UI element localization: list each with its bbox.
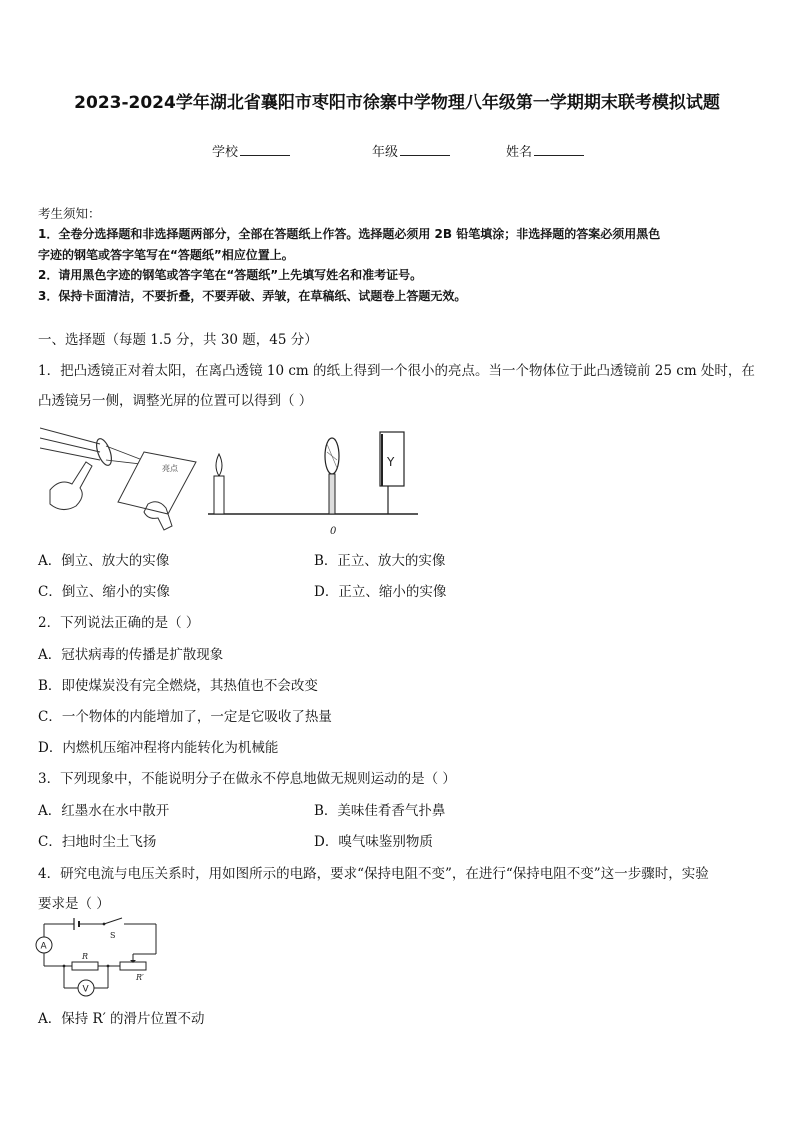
option-c[interactable]: C．一个物体的内能增加了，一定是它吸收了热量 (38, 709, 332, 725)
question-4-stem: 要求是（ ） (38, 896, 110, 912)
notice-heading: 考生须知： (38, 206, 101, 221)
option-b[interactable]: B．正立、放大的实像 (314, 553, 446, 569)
switch-label: S (110, 931, 116, 940)
school-field[interactable] (212, 141, 290, 160)
resistor-label: R (82, 952, 89, 961)
lens-sunlight-figure (40, 422, 200, 534)
option-a[interactable]: A．红墨水在水中散开 (38, 803, 170, 819)
voltmeter-label: V (82, 984, 89, 995)
question-3-stem: 3．下列现象中，不能说明分子在做永不停息地做无规则运动的是（ ） (38, 771, 456, 787)
option-b[interactable]: B．即使煤炭没有完全燃烧，其热值也不会改变 (38, 678, 318, 694)
optical-bench-figure (206, 428, 420, 538)
name-field[interactable] (506, 141, 584, 160)
grade-label: 年级 (372, 145, 399, 160)
svg-text:Y: Y (387, 455, 395, 469)
option-d[interactable]: D．内燃机压缩冲程将内能转化为机械能 (38, 740, 279, 756)
option-a[interactable]: A．冠状病毒的传播是扩散现象 (38, 647, 224, 663)
option-c[interactable]: C．扫地时尘土飞扬 (38, 834, 157, 850)
notice-item: 2．请用黑色字迹的钢笔或答字笔在“答题纸”上先填写姓名和准考证号。 (38, 268, 423, 282)
option-d[interactable]: D．正立、缩小的实像 (314, 584, 447, 600)
origin-label: 0 (330, 526, 337, 537)
question-2-stem: 2．下列说法正确的是（ ） (38, 615, 200, 631)
notice-item: 3．保持卡面清洁，不要折叠，不要弄破、弄皱，在草稿纸、试题卷上答题无效。 (38, 289, 467, 303)
notice-item: 字迹的钢笔或答字笔写在“答题纸”相应位置上。 (38, 248, 294, 262)
question-1-stem: 1．把凸透镜正对着太阳，在离凸透镜 10 cm 的纸上得到一个很小的亮点。当一个物体位于此凸透镜前 25 cm 处时，在 (38, 363, 755, 379)
rheostat-label: R′ (136, 973, 144, 982)
section-heading: 一、选择题（每题 1.5 分，共 30 题，45 分） (38, 332, 318, 348)
question-1-stem: 凸透镜另一侧，调整光屏的位置可以得到（ ） (38, 393, 313, 409)
bright-spot-label: 亮点 (162, 464, 178, 473)
notice-item: 1．全卷分选择题和非选择题两部分，全部在答题纸上作答。选择题必须用 2B 铅笔填涂；非选择题的答案必须用黑色 (38, 227, 661, 241)
option-d[interactable]: D．嗅气味鉴别物质 (314, 834, 433, 850)
school-label: 学校 (212, 145, 239, 160)
option-a[interactable]: A．倒立、放大的实像 (38, 553, 170, 569)
circuit-diagram-figure (34, 914, 162, 1000)
page-title: 2023-2024学年湖北省襄阳市枣阳市徐寨中学物理八年级第一学期期末联考模拟试题 (74, 93, 720, 113)
option-b[interactable]: B．美味佳肴香气扑鼻 (314, 803, 446, 819)
grade-field[interactable] (372, 141, 450, 160)
name-label: 姓名 (506, 145, 533, 160)
option-a[interactable]: A．保持 R′ 的滑片位置不动 (38, 1011, 205, 1027)
ammeter-label: A (40, 941, 47, 952)
option-c[interactable]: C．倒立、缩小的实像 (38, 584, 170, 600)
question-4-stem: 4．研究电流与电压关系时，用如图所示的电路，要求“保持电阻不变”，在进行“保持电阻不变”这一步骤时，实验 (38, 866, 709, 882)
